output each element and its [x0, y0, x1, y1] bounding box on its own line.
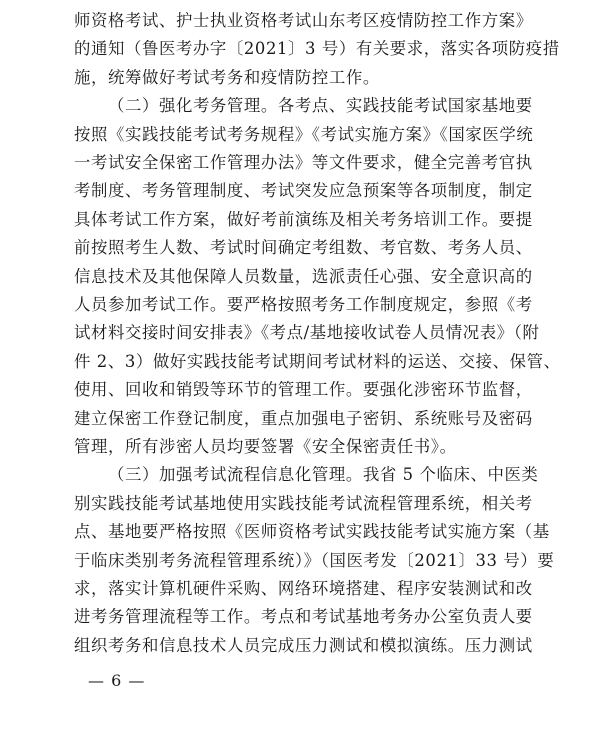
text-line: 前按照考生人数、考试时间确定考组数、考官数、考务人员、 — [74, 238, 533, 258]
text-line: 一考试安全保密工作管理办法》等文件要求，健全完善考官执 — [74, 153, 533, 172]
text-line: 建立保密工作登记制度，重点加强电子密钥、系统账号及密码 — [74, 408, 533, 428]
text-line: （二）强化考务管理。各考点、实践技能考试国家基地要 — [108, 96, 533, 116]
text-line: 进考务管理流程等工作。考点和考试基地考务办公室负责人要 — [74, 607, 533, 627]
text-line: 组织考务和信息技术人员完成压力测试和模拟演练。压力测试 — [74, 635, 533, 655]
text-line: 信息技术及其他保障人员数量，选派责任心强、安全意识高的 — [74, 266, 533, 286]
page-number: — 6 — — [88, 671, 146, 691]
text-line: 按照《实践技能考试考务规程》《考试实施方案》《国家医学统 — [74, 124, 534, 144]
text-line: 试材料交接时间安排表》《考点/基地接收试卷人员情况表》（附 — [74, 323, 540, 343]
text-line: 师资格考试、护士执业资格考试山东考区疫情防控工作方案》 — [74, 11, 533, 30]
text-line: 点、基地要严格按照《医师资格考试实践技能考试实施方案（基 — [74, 522, 550, 542]
text-line: 考制度、考务管理制度、考试突发应急预案等各项制度，制定 — [74, 181, 533, 201]
text-line: （三）加强考试流程信息化管理。我省 5 个临床、中医类 — [108, 465, 539, 485]
text-line: 别实践技能考试基地使用实践技能考试流程管理系统，相关考 — [74, 493, 533, 513]
text-line: 具体考试工作方案，做好考前演练及相关考务培训工作。要提 — [74, 209, 533, 229]
text-line: 于临床类别考务流程管理系统）》（国医考发〔2021〕33 号）要 — [74, 550, 555, 570]
text-line: 的通知（鲁医考办字〔2021〕3 号）有关要求，落实各项防疫措 — [74, 39, 560, 59]
text-line: 使用、回收和销毁等环节的管理工作。要强化涉密环节监督， — [74, 380, 533, 400]
text-line: 施，统筹做好考试考务和疫情防控工作。 — [74, 67, 380, 87]
text-line: 管理，所有涉密人员均要签署《安全保密责任书》。 — [74, 437, 457, 456]
text-line: 求，落实计算机硬件采购、网络环境搭建、程序安装测试和改 — [74, 579, 533, 598]
text-line: 人员参加考试工作。要严格按照考务工作制度规定，参照《考 — [74, 295, 533, 314]
text-line: 件 2、3）做好实践技能考试期间考试材料的运送、交接、保管、 — [74, 351, 561, 371]
